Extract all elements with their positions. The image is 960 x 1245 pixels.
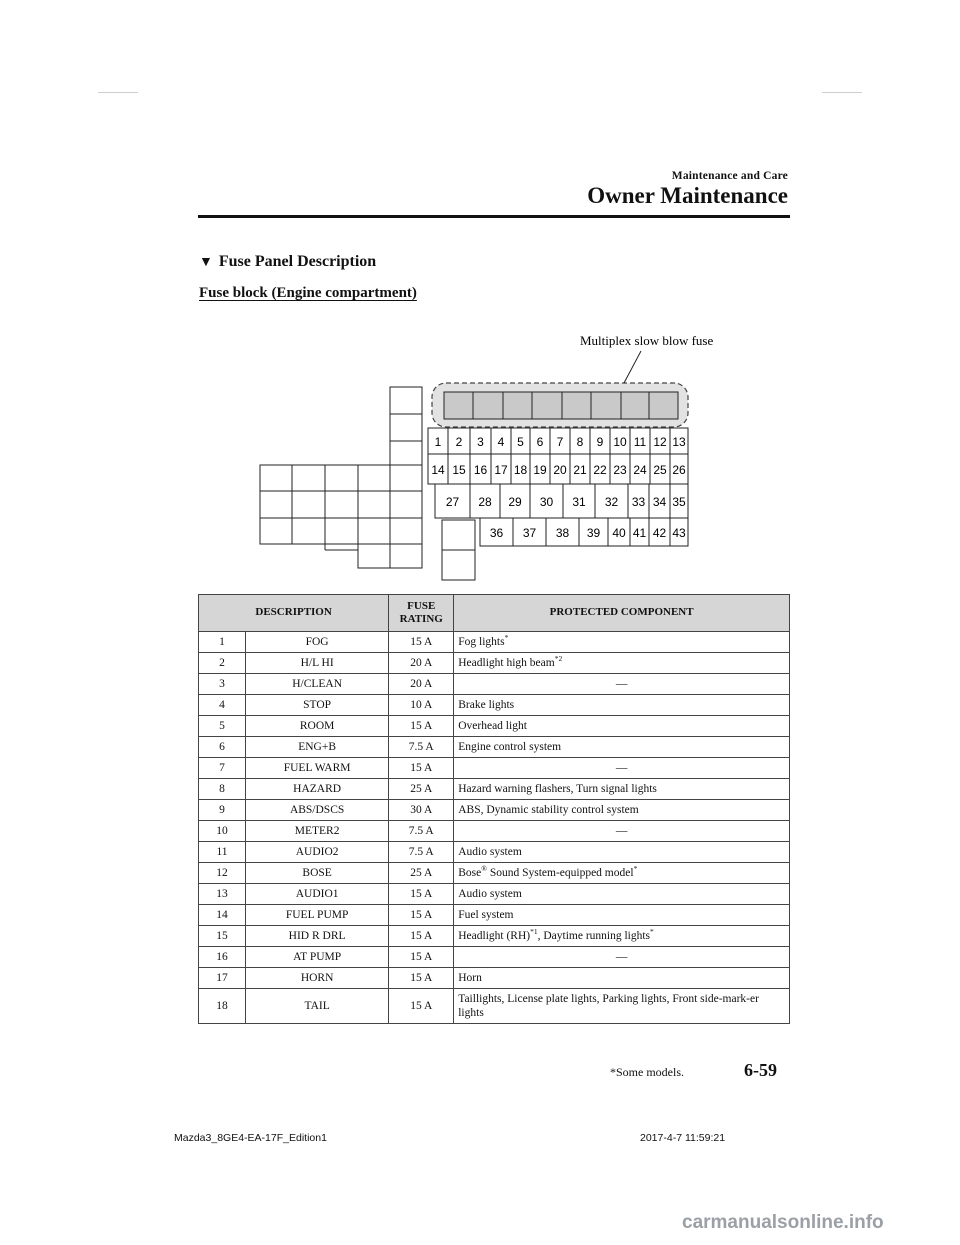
fuse-number-cell: 5 [199, 716, 246, 737]
header-category: Maintenance and Care [671, 170, 788, 182]
fuse-number-cell: 7 [199, 758, 246, 779]
table-row [199, 737, 790, 758]
description-cell: H/CLEAN [246, 674, 389, 695]
description-cell: HID R DRL [246, 926, 389, 947]
table-row [199, 968, 790, 989]
component-cell: ― [454, 758, 790, 779]
fuse-table [198, 594, 790, 1024]
component-cell: ― [454, 947, 790, 968]
description-cell: STOP [246, 695, 389, 716]
description-cell: AUDIO2 [246, 842, 389, 863]
fuse-slot-row [260, 465, 422, 491]
fuse-number: 29 [508, 495, 522, 509]
rating-cell: 7.5 A [389, 842, 454, 863]
fuse-number: 13 [672, 435, 686, 449]
fuse-number: 11 [633, 435, 647, 449]
fuse-number: 42 [652, 526, 667, 540]
rating-cell: 15 A [389, 716, 454, 737]
description-cell: AT PUMP [246, 947, 389, 968]
fuse-slot [390, 387, 422, 414]
fuse-number: 43 [672, 526, 686, 540]
fuse-number: 26 [672, 463, 686, 477]
fuse-number: 37 [522, 526, 537, 540]
fuse-number: 40 [612, 526, 626, 540]
component-cell: ― [454, 821, 790, 842]
table-row [199, 674, 790, 695]
page-title: Owner Maintenance [587, 183, 788, 208]
component-cell: Headlight high beam$^{*2}$ [454, 653, 790, 674]
table-row [199, 863, 790, 884]
fuse-number: 18 [513, 463, 528, 477]
component-cell: Overhead light [454, 716, 790, 737]
fuse-number: 3 [477, 435, 484, 449]
section-marker: ▼ [199, 255, 213, 270]
fuse-number-cell: 13 [199, 884, 246, 905]
watermark: carmanualsonline.info [682, 1212, 884, 1233]
fuse-number: 2 [455, 435, 463, 449]
description-cell: BOSE [246, 863, 389, 884]
fuse-number: 41 [632, 526, 647, 540]
fuse-slot [390, 441, 422, 465]
fuse-number: 5 [517, 435, 524, 449]
fuse-number-cell: 6 [199, 737, 246, 758]
component-cell: ABS, Dynamic stability control system [454, 800, 790, 821]
component-cell: Fuel system [454, 905, 790, 926]
fuse-number: 19 [533, 463, 547, 477]
fuse-number: 7 [556, 435, 564, 449]
component-cell: Audio system [454, 884, 790, 905]
callout-label: Multiplex slow blow fuse [580, 333, 714, 348]
fuse-number: 4 [497, 435, 505, 449]
rating-cell: 25 A [389, 779, 454, 800]
table-row [199, 695, 790, 716]
fuse-block-diagram [0, 0, 960, 600]
component-cell: Bose® Sound System-equipped model* [454, 863, 790, 884]
fuse-number-cell: 15 [199, 926, 246, 947]
description-cell: FUEL WARM [246, 758, 389, 779]
table-header-row [199, 595, 790, 632]
description-cell: AUDIO1 [246, 884, 389, 905]
rating-cell: 15 A [389, 989, 454, 1024]
table-row [199, 821, 790, 842]
fuse-number: 23 [613, 463, 627, 477]
description-cell: FUEL PUMP [246, 905, 389, 926]
rating-cell: 30 A [389, 800, 454, 821]
fuse-number: 35 [672, 495, 686, 509]
table-row [199, 758, 790, 779]
rating-cell: 25 A [389, 863, 454, 884]
fuse-grid [428, 428, 688, 546]
rating-cell: 7.5 A [389, 737, 454, 758]
fuse-number-cell: 2 [199, 653, 246, 674]
component-cell: Brake lights [454, 695, 790, 716]
fuse-number-cell: 8 [199, 779, 246, 800]
description-cell: H/L HI [246, 653, 389, 674]
fuse-number: 14 [431, 463, 445, 477]
fuse-number: 31 [572, 495, 586, 509]
fuse-number: 17 [494, 463, 508, 477]
description-cell: METER2 [246, 821, 389, 842]
component-cell: Horn [454, 968, 790, 989]
description-cell: ENG+B [246, 737, 389, 758]
rating-cell: 20 A [389, 653, 454, 674]
rating-cell: 10 A [389, 695, 454, 716]
table-row [199, 716, 790, 737]
component-cell: Engine control system [454, 737, 790, 758]
table-row [199, 800, 790, 821]
fuse-number-cell: 4 [199, 695, 246, 716]
rating-cell: 15 A [389, 926, 454, 947]
component-cell: ― [454, 674, 790, 695]
fuse-number-cell: 3 [199, 674, 246, 695]
fuse-number-cell: 1 [199, 632, 246, 653]
fuse-number: 38 [555, 526, 570, 540]
component-cell: Taillights, License plate lights, Parking lights, Front side-mark-er lights [454, 989, 790, 1024]
rating-cell: 7.5 A [389, 821, 454, 842]
table-row [199, 653, 790, 674]
fuse-number: 30 [539, 495, 554, 509]
column-header-component: PROTECTED COMPONENT [454, 595, 790, 632]
table-row [199, 947, 790, 968]
table-row [199, 842, 790, 863]
component-cell: Hazard warning flashers, Turn signal lights [454, 779, 790, 800]
fuse-number-cell: 11 [199, 842, 246, 863]
fuse-number: 9 [596, 435, 604, 449]
rating-cell: 15 A [389, 632, 454, 653]
rating-cell: 20 A [389, 674, 454, 695]
fuse-number: 36 [489, 526, 504, 540]
section-title: Fuse Panel Description [218, 253, 377, 270]
table-row [199, 905, 790, 926]
table-row [199, 884, 790, 905]
fuse-number-cell: 17 [199, 968, 246, 989]
fuse-number: 22 [593, 463, 607, 477]
column-header-description: DESCRIPTION [199, 595, 389, 632]
fuse-number: 1 [434, 435, 442, 449]
table-row [199, 632, 790, 653]
fuse-slot [390, 414, 422, 441]
fuse-number: 12 [653, 435, 667, 449]
component-cell: Headlight (RH)$^{*1}$, Daytime running lights* [454, 926, 790, 947]
description-cell: FOG [246, 632, 389, 653]
rating-cell: 15 A [389, 884, 454, 905]
fuse-number-cell: 14 [199, 905, 246, 926]
fuse-number-cell: 12 [199, 863, 246, 884]
table-row [199, 989, 790, 1024]
fuse-number-cell: 18 [199, 989, 246, 1024]
callout-leader [624, 351, 641, 383]
page-number: 6-59 [744, 1060, 777, 1080]
rating-cell: 15 A [389, 758, 454, 779]
fuse-number: 21 [573, 463, 587, 477]
sub-heading: Fuse block (Engine compartment) [199, 285, 417, 301]
description-cell: ABS/DSCS [246, 800, 389, 821]
description-cell: ROOM [246, 716, 389, 737]
rating-header-line2: RATING [399, 613, 443, 625]
fuse-number: 32 [604, 495, 619, 509]
rating-header-line1: FUSE [407, 599, 436, 612]
rating-cell: 15 A [389, 968, 454, 989]
fuse-number: 8 [576, 435, 584, 449]
component-cell: Audio system [454, 842, 790, 863]
fuse-number: 15 [452, 463, 466, 477]
rating-cell: 15 A [389, 947, 454, 968]
fuse-number: 39 [586, 526, 601, 540]
description-cell: HAZARD [246, 779, 389, 800]
column-header-rating [389, 595, 454, 632]
fuse-number: 10 [613, 435, 627, 449]
rating-cell: 15 A [389, 905, 454, 926]
fuse-number: 33 [631, 495, 646, 509]
fuse-number: 27 [445, 495, 460, 509]
fuse-number: 20 [553, 463, 567, 477]
fuse-number-cell: 16 [199, 947, 246, 968]
description-cell: TAIL [246, 989, 389, 1024]
fuse-number: 34 [652, 495, 667, 509]
fuse-number: 28 [478, 495, 492, 509]
fuse-number: 16 [473, 463, 488, 477]
imprint-timestamp: 2017-4-7 11:59:21 [640, 1132, 726, 1144]
fuse-number-cell: 10 [199, 821, 246, 842]
fuse-number: 6 [536, 435, 544, 449]
table-row [199, 779, 790, 800]
fuse-number: 24 [633, 463, 647, 477]
imprint-document-id: Mazda3_8GE4-EA-17F_Edition1 [174, 1132, 327, 1144]
fuse-table-body [199, 632, 790, 1024]
footnote: *Some models. [610, 1065, 684, 1079]
fuse-number-cell: 9 [199, 800, 246, 821]
description-cell: HORN [246, 968, 389, 989]
component-cell: Fog lights* [454, 632, 790, 653]
fuse-number: 25 [653, 463, 667, 477]
table-row [199, 926, 790, 947]
